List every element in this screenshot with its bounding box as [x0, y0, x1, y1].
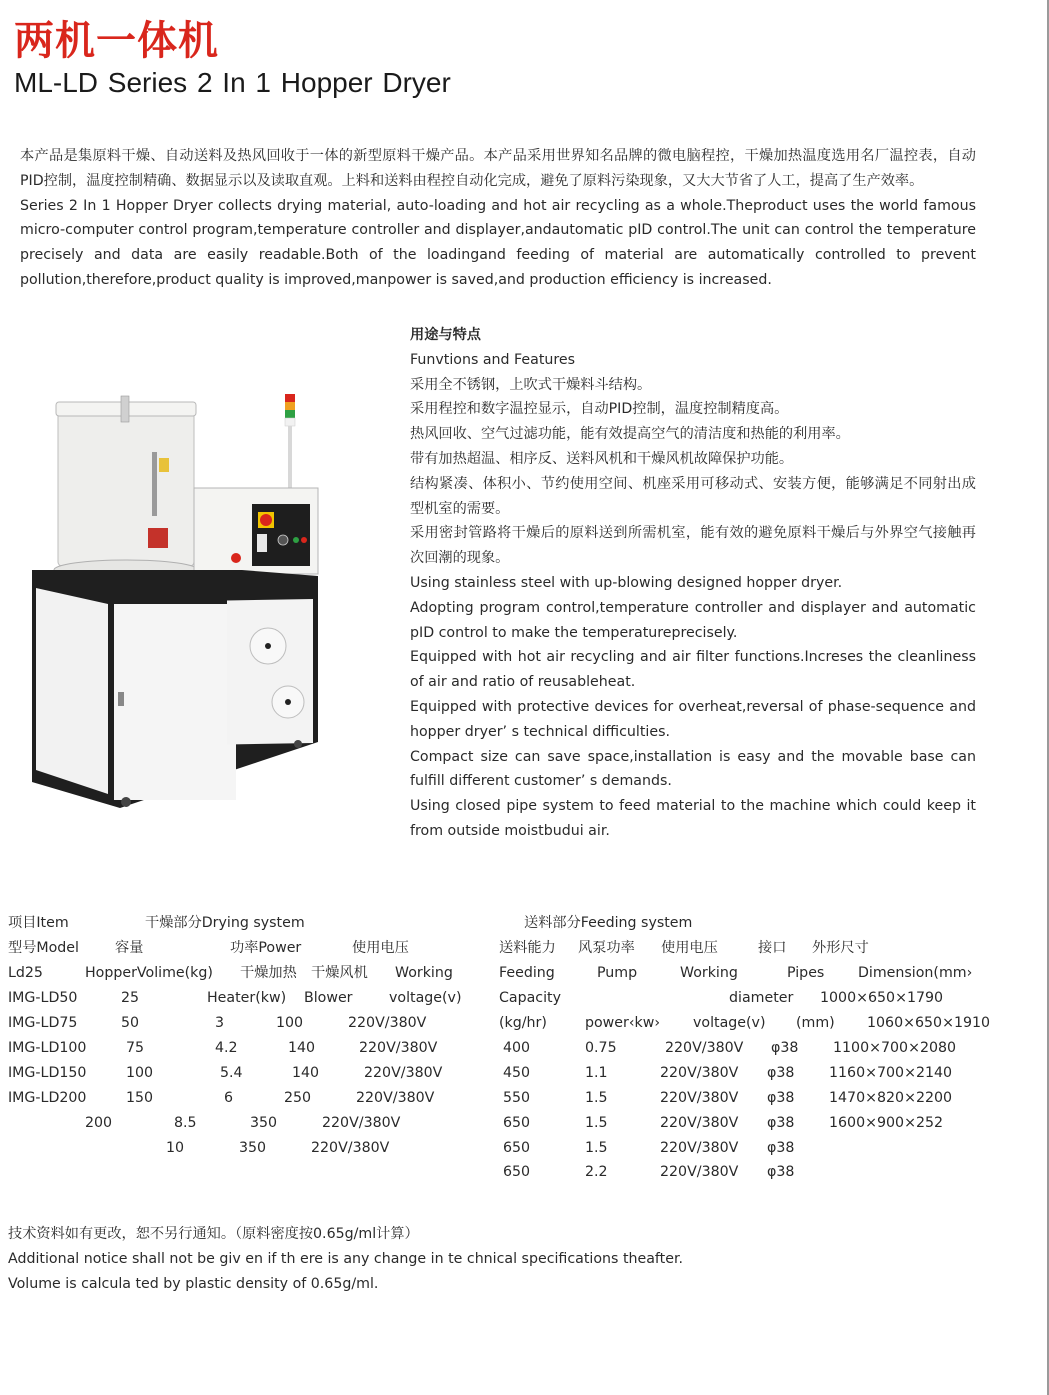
- feature-item-cn: 结构紧凑、体积小、节约使用空间、机座采用可移动式、安装方便，能够满足不同射出成型机室的需要。: [410, 475, 976, 517]
- drying-header-cell: 干燥风机: [311, 965, 368, 981]
- spec-item-label: 项目Item: [8, 915, 69, 931]
- intro-text-cn: 本产品是集原料干燥、自动送料及热风回收于一体的新型原料干燥产品。本产品采用世界知名品牌的微电脑程控，干燥加热温度选用名厂温控表，自动PID控制，温度控制精确、数据显示以及读取直观。上料和送料由程控自动化完成，避免了原料污染现象，又大大节省了人工，提高了生产效率。: [20, 148, 976, 189]
- feeding-header-cell: 外形尺寸: [812, 940, 869, 956]
- page-title-cn: 两机一体机: [14, 18, 219, 64]
- feeding-header-cell: Capacity: [499, 990, 562, 1006]
- feature-item-cn: 带有加热超温、相序反、送料风机和干燥风机故障保护功能。: [410, 450, 794, 467]
- feeding-header-cell: Working: [680, 965, 738, 981]
- feature-item-en: Using stainless steel with up-blowing designed hopper dryer.: [410, 574, 843, 591]
- pump-power-cell: 1.5: [585, 1140, 608, 1156]
- drying-header-cell: Working: [395, 965, 453, 981]
- drying-header-cell: IMG-LD50: [8, 990, 78, 1006]
- model-cell: IMG-LD150: [8, 1065, 87, 1081]
- feeding-header-cell: Pump: [597, 965, 638, 981]
- pump-power-cell: 1.1: [585, 1065, 608, 1081]
- feeding-header-cell: 风泵功率: [578, 940, 635, 956]
- heater-cell: 5.4: [220, 1065, 243, 1081]
- features-section: [410, 323, 976, 844]
- feeding-header-cell: voltage(v): [693, 1015, 766, 1031]
- capacity-cell: 400: [503, 1040, 531, 1056]
- intro-text-en: Series 2 In 1 Hopper Dryer collects drying material, auto-loading and hot air recycling as a whole.Theproduct uses the world famous micro-computer control program,temperature controller and displayer,andautomatic pID control.The unit can control the temperature precisely and data are easily readable.Both of the loadingand feeding of material are automatically controlled to prevent pollution,therefore,product quality is improved,manpower is saved,and production efficiency is increased.: [20, 197, 976, 288]
- drying-header-cell: Ld25: [8, 965, 43, 981]
- feature-item-en: Adopting program control,temperature controller and displayer and automatic pID control to make the temperatureprecisely.: [410, 599, 976, 641]
- feature-item-en: Using closed pipe system to feed material to the machine which could keep it from outside moistbudui air.: [410, 798, 976, 839]
- heater-cell: 6: [224, 1090, 234, 1106]
- voltage-cell: 220V/380V: [356, 1090, 435, 1106]
- drying-header-cell: 功率Power: [230, 940, 302, 956]
- blower-cell: 100: [276, 1015, 304, 1031]
- feature-item-en: Equipped with protective devices for overheat,reversal of phase-sequence and hopper dryer’ s technical difficulties.: [410, 698, 976, 740]
- drying-header-cell: 容量: [115, 940, 144, 956]
- drying-section-title: 干燥部分Drying system: [145, 915, 305, 931]
- drying-header-cell: Blower: [304, 990, 353, 1006]
- feeding-header-cell: 接口: [758, 940, 787, 956]
- dimension-cell: 1000×650×1790: [820, 990, 944, 1006]
- feeding-header-cell: Pipes: [787, 965, 825, 981]
- blower-cell: 140: [292, 1065, 320, 1081]
- pipe-cell: φ38: [767, 1090, 795, 1106]
- blower-cell: 250: [284, 1090, 312, 1106]
- voltage-cell: 220V/380V: [660, 1115, 739, 1131]
- voltage-cell: 220V/380V: [311, 1140, 390, 1156]
- pump-power-cell: 0.75: [585, 1040, 617, 1056]
- dimension-cell: 1100×700×2080: [833, 1040, 957, 1056]
- voltage-cell: 220V/380V: [660, 1164, 739, 1180]
- feeding-header-cell: Dimension(mm›: [858, 965, 973, 981]
- voltage-cell: 220V/380V: [322, 1115, 401, 1131]
- feeding-header-cell: Feeding: [499, 965, 555, 981]
- feeding-header-cell: diameter: [729, 990, 794, 1006]
- feature-item-cn: 采用程控和数字温控显示，自动PID控制，温度控制精度高。: [410, 401, 789, 418]
- features-heading-cn: 用途与特点: [410, 327, 481, 343]
- drying-header-cell: 干燥加热: [240, 965, 297, 981]
- note-en-changes: Additional notice shall not be giv en if th ere is any change in te chnical specifications theafter.: [8, 1250, 683, 1267]
- capacity-cell: 650: [503, 1140, 531, 1156]
- control-box: [194, 488, 318, 574]
- feature-item-en: Equipped with hot air recycling and air filter functions.Increses the cleanliness of air and ratio of reusableheat.: [410, 649, 976, 691]
- feature-item-cn: 采用密封管路将干燥后的原料送到所需机室，能有效的避免原料干燥后与外界空气接触再次回潮的现象。: [410, 525, 976, 567]
- features-heading-en: Funvtions and Features: [410, 351, 576, 368]
- feature-item-cn: 热风回收、空气过滤功能，能有效提高空气的清洁度和热能的利用率。: [410, 426, 850, 443]
- heater-cell: 10: [166, 1140, 185, 1156]
- note-cn: 技术资料如有更改，恕不另行通知。（原料密度按0.65g/ml计算）: [8, 1226, 419, 1242]
- blower-cell: 350: [239, 1140, 267, 1156]
- tower-light: [285, 394, 295, 488]
- blower-cell: 140: [288, 1040, 316, 1056]
- model-cell: IMG-LD100: [8, 1040, 87, 1056]
- feeding-header-cell: (mm): [796, 1015, 835, 1031]
- volume-cell: 200: [85, 1115, 113, 1131]
- pipe-cell: φ38: [767, 1065, 795, 1081]
- voltage-cell: 220V/380V: [364, 1065, 443, 1081]
- heater-cell: 8.5: [174, 1115, 197, 1131]
- capacity-cell: 450: [503, 1065, 531, 1081]
- volume-cell: 100: [126, 1065, 154, 1081]
- model-cell: IMG-LD75: [8, 1015, 78, 1031]
- dimension-cell: 1160×700×2140: [829, 1065, 953, 1081]
- pipe-cell: φ38: [767, 1164, 795, 1180]
- voltage-cell: 220V/380V: [359, 1040, 438, 1056]
- dimension-cell: 1600×900×252: [829, 1115, 944, 1131]
- notes-section: [8, 1222, 683, 1296]
- heater-cell: 4.2: [215, 1040, 238, 1056]
- drying-header-cell: Heater(kw): [207, 990, 287, 1006]
- intro-section: [20, 144, 976, 293]
- drying-header-cell: 使用电压: [352, 940, 409, 956]
- pump-power-cell: 2.2: [585, 1164, 608, 1180]
- note-en-volume: Volume is calcula ted by plastic density of 0.65g/ml.: [8, 1275, 379, 1292]
- feeding-header-cell: 送料能力: [499, 940, 556, 956]
- page-title-en: ML-LD Series 2 In 1 Hopper Dryer: [14, 67, 451, 98]
- voltage-cell: 220V/380V: [348, 1015, 427, 1031]
- voltage-cell: 220V/380V: [665, 1040, 744, 1056]
- pipe-cell: φ38: [767, 1140, 795, 1156]
- drying-header-cell: 型号Model: [8, 940, 79, 956]
- drying-header-cell: voltage(v): [389, 990, 462, 1006]
- feeding-header-cell: (kg/hr): [499, 1015, 547, 1031]
- pipe-cell: φ38: [771, 1040, 799, 1056]
- voltage-cell: 220V/380V: [660, 1090, 739, 1106]
- capacity-cell: 650: [503, 1115, 531, 1131]
- feature-item-en: Compact size can save space,installation is easy and the movable base can fulfill different customer’ s demands.: [410, 748, 976, 790]
- feature-item-cn: 采用全不锈钢，上吹式干燥料斗结构。: [410, 376, 652, 393]
- feeding-header-cell: power‹kw›: [585, 1015, 661, 1031]
- drying-header-cell: 25: [121, 990, 140, 1006]
- dimension-cell: 1060×650×1910: [867, 1015, 991, 1031]
- model-cell: IMG-LD200: [8, 1090, 87, 1106]
- blower-cell: 350: [250, 1115, 278, 1131]
- volume-cell: 150: [126, 1090, 154, 1106]
- volume-cell: 50: [121, 1015, 140, 1031]
- feeding-header-cell: 使用电压: [661, 940, 718, 956]
- pump-power-cell: 1.5: [585, 1115, 608, 1131]
- capacity-cell: 650: [503, 1164, 531, 1180]
- heater-cell: 3: [215, 1015, 225, 1031]
- voltage-cell: 220V/380V: [660, 1140, 739, 1156]
- dimension-cell: 1470×820×2200: [829, 1090, 953, 1106]
- cabinet: [32, 570, 318, 808]
- volume-cell: 75: [126, 1040, 145, 1056]
- pipe-cell: φ38: [767, 1115, 795, 1131]
- pump-power-cell: 1.5: [585, 1090, 608, 1106]
- capacity-cell: 550: [503, 1090, 531, 1106]
- product-image: [28, 392, 324, 808]
- drying-header-cell: HopperVolime(kg): [85, 965, 213, 981]
- hopper: [54, 396, 198, 580]
- feeding-section-title: 送料部分Feeding system: [524, 915, 693, 931]
- voltage-cell: 220V/380V: [660, 1065, 739, 1081]
